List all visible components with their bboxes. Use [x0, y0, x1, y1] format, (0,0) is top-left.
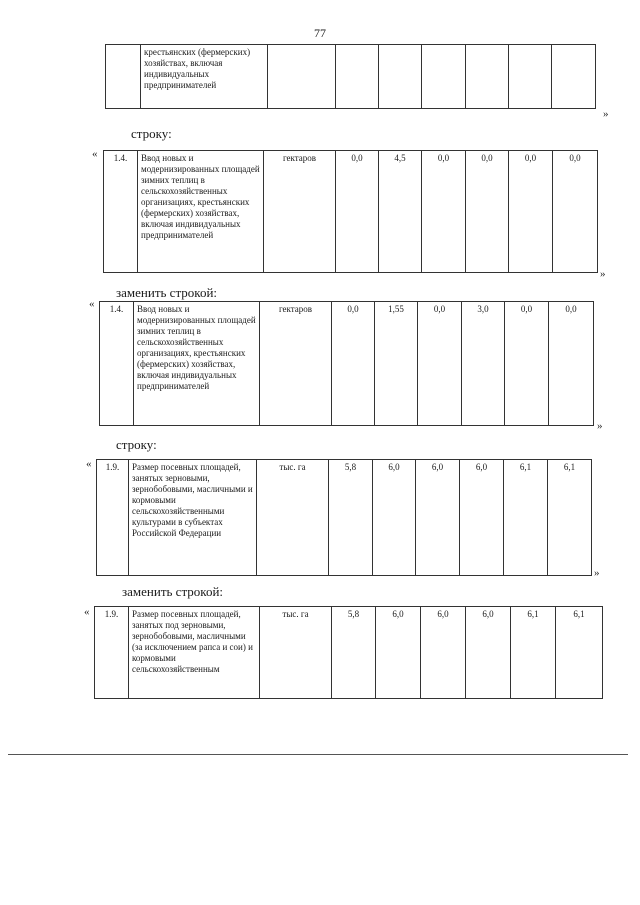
page-divider	[8, 754, 628, 755]
table-row-1-9-old	[96, 459, 592, 576]
row-value: 0,0	[336, 151, 379, 273]
row-value	[379, 45, 422, 109]
open-quote: «	[89, 298, 95, 310]
row-unit: тыс. га	[260, 607, 332, 699]
page-number: 77	[314, 26, 326, 40]
row-number: 1.9.	[95, 607, 129, 699]
caption-row-1-9: строку:	[116, 437, 157, 452]
table-row	[100, 302, 594, 426]
row-name: Размер посевных площадей, занятых под зерновыми, зернобобовыми, масличными (за исключением рапса и сои) и кормовыми сельскохозяйственным	[129, 607, 260, 699]
row-number: 1.4.	[104, 151, 138, 273]
open-quote: «	[92, 148, 98, 160]
caption-row-1-4: строку:	[131, 126, 172, 141]
row-value: 0,0	[505, 302, 549, 426]
row-value: 0,0	[466, 151, 509, 273]
row-value: 0,0	[553, 151, 598, 273]
close-quote: »	[603, 108, 609, 120]
row-unit: гектаров	[264, 151, 336, 273]
row-value: 6,1	[511, 607, 556, 699]
open-quote: «	[86, 458, 92, 470]
table-row	[95, 607, 603, 699]
row-value: 0,0	[509, 151, 553, 273]
row-value	[552, 45, 596, 109]
row-unit: гектаров	[260, 302, 332, 426]
table-top-fragment	[105, 44, 596, 109]
close-quote: »	[594, 567, 600, 579]
row-number	[106, 45, 141, 109]
row-value: 5,8	[329, 460, 373, 576]
row-value: 6,0	[421, 607, 466, 699]
row-value	[422, 45, 466, 109]
row-value: 6,0	[466, 607, 511, 699]
row-name: Ввод новых и модернизированных площадей зимних теплиц в сельскохозяйственных организациях, крестьянских (фермерских) хозяйствах, включая индивидуальных предпринимателей	[138, 151, 264, 273]
row-unit: тыс. га	[257, 460, 329, 576]
row-value: 0,0	[422, 151, 466, 273]
row-value: 6,0	[416, 460, 460, 576]
table-row	[97, 460, 592, 576]
row-value: 1,55	[375, 302, 418, 426]
row-name: Размер посевных площадей, занятых зерновыми, зернобобовыми, масличными и кормовыми сельскохозяйственными культурами в субъектах Российской Федерации	[129, 460, 257, 576]
table-row-1-9-new	[94, 606, 603, 699]
row-value: 0,0	[418, 302, 462, 426]
row-unit	[268, 45, 336, 109]
row-value	[509, 45, 552, 109]
close-quote: »	[600, 268, 606, 280]
row-value: 6,0	[373, 460, 416, 576]
row-number: 1.4.	[100, 302, 134, 426]
row-name: крестьянских (фермерских) хозяйствах, включая индивидуальных предпринимателей	[141, 45, 268, 109]
row-value: 6,1	[548, 460, 592, 576]
open-quote: «	[84, 606, 90, 618]
table-row-1-4-old	[103, 150, 598, 273]
table-row	[104, 151, 598, 273]
row-value: 4,5	[379, 151, 422, 273]
row-name: Ввод новых и модернизированных площадей зимних теплиц в сельскохозяйственных организациях, крестьянских (фермерских) хозяйствах, включая индивидуальных предпринимателей	[134, 302, 260, 426]
row-value: 0,0	[549, 302, 594, 426]
caption-row-1-9-replace: заменить строкой:	[122, 584, 224, 599]
row-value: 5,8	[332, 607, 376, 699]
row-value	[466, 45, 509, 109]
row-value: 0,0	[332, 302, 375, 426]
row-value: 6,1	[504, 460, 548, 576]
table-row	[106, 45, 596, 109]
row-number: 1.9.	[97, 460, 129, 576]
row-value	[336, 45, 379, 109]
row-value: 3,0	[462, 302, 505, 426]
row-value: 6,1	[556, 607, 603, 699]
close-quote: »	[597, 420, 603, 432]
row-value: 6,0	[460, 460, 504, 576]
row-value: 6,0	[376, 607, 421, 699]
caption-row-1-4-replace: заменить строкой:	[116, 285, 218, 300]
table-row-1-4-new	[99, 301, 594, 426]
